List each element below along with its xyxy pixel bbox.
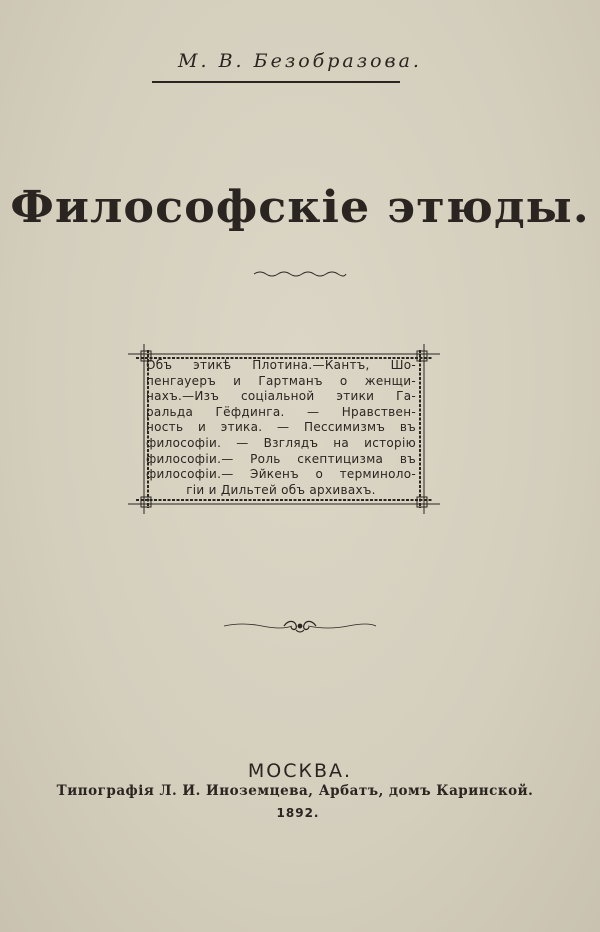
contents-line: философiи.— Эйкенъ о терминоло- bbox=[146, 467, 416, 482]
contents-line: гiи и Дильтей объ архивахъ. bbox=[186, 482, 376, 497]
contents-line: Объ этикѣ Плотина.—Кантъ, Шо- bbox=[146, 358, 416, 372]
contents-line: нахъ.—Изъ соцiальной этики Га- bbox=[146, 389, 416, 404]
small-ornament-rule bbox=[252, 268, 348, 278]
contents-list bbox=[146, 358, 416, 498]
contents-line: ность и этика. — Пессимизмъ въ bbox=[146, 420, 416, 435]
decorative-flourish bbox=[222, 618, 378, 634]
contents-line: пенгауеръ и Гартманъ о женщи- bbox=[146, 373, 416, 388]
publication-year: 1892. bbox=[276, 806, 320, 820]
author-name: М. В. Безобразова. bbox=[178, 50, 422, 72]
contents-line: ральда Гёфдинга. — Нравствен- bbox=[146, 404, 416, 419]
author-underline bbox=[152, 81, 400, 83]
printer-imprint: Типографiя Л. И. Иноземцева, Арбатъ, домъ Каринской. bbox=[56, 783, 534, 799]
publication-city: МОСКВА. bbox=[247, 760, 353, 782]
contents-line: философiи. — Взглядъ на исторiю bbox=[146, 435, 416, 450]
book-title: Философскiе этюды. bbox=[10, 181, 590, 233]
contents-line: философiи.— Роль скептицизма въ bbox=[146, 451, 416, 466]
